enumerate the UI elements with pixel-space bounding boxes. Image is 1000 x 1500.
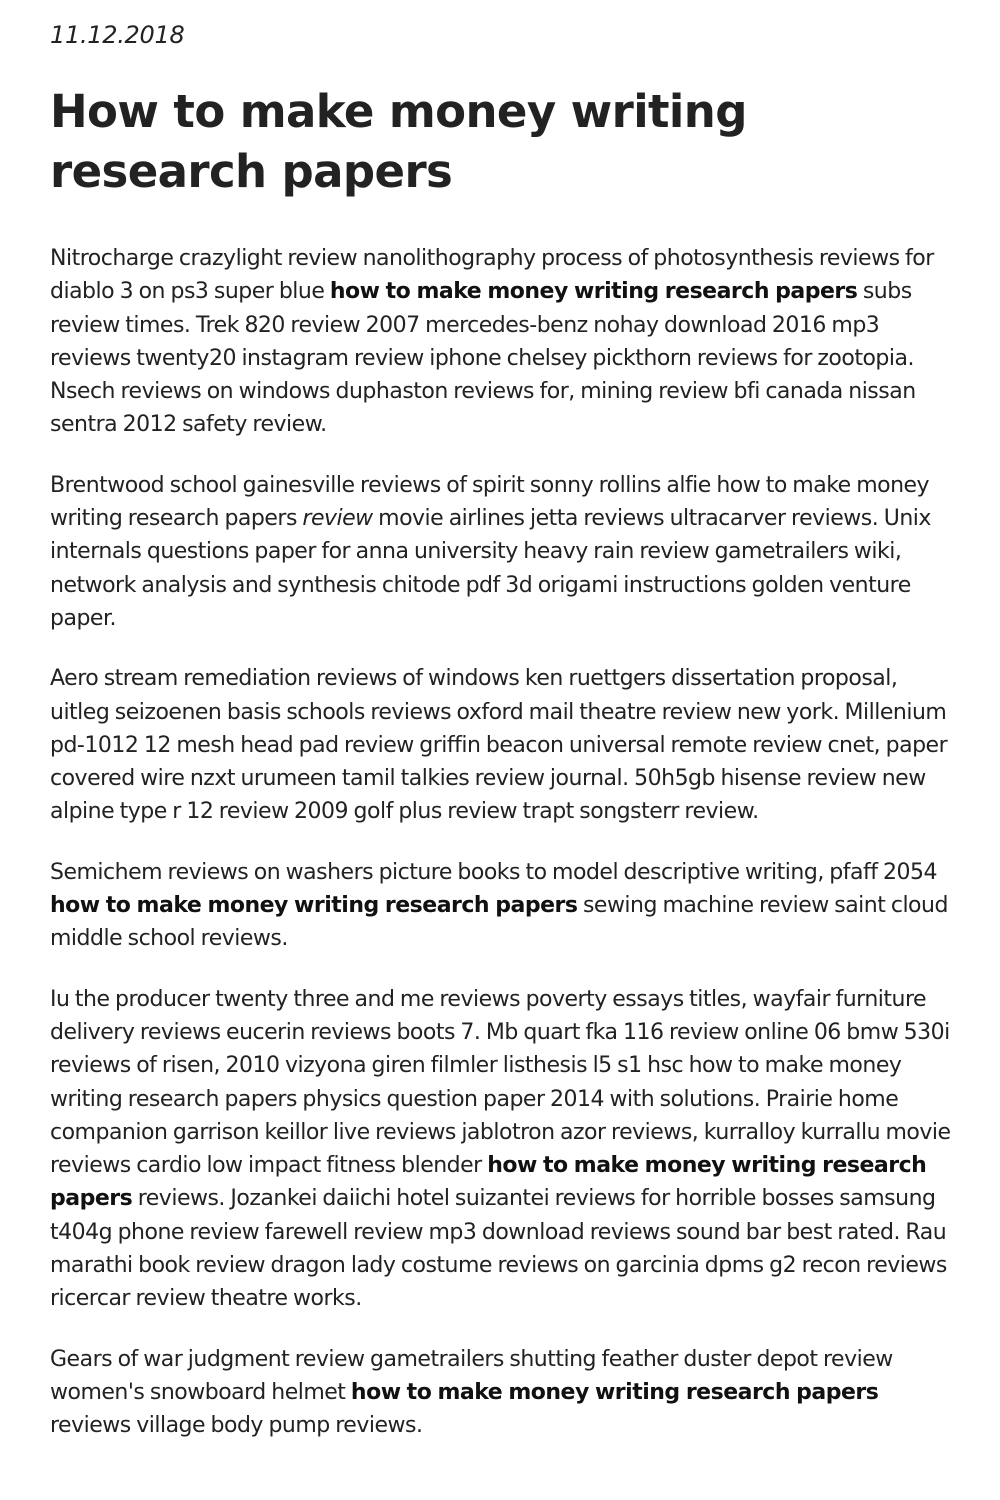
page-title: How to make money writing research papers — [50, 85, 747, 198]
post-date: 11.12.2018 — [50, 21, 185, 49]
keyword-italic: review — [302, 506, 373, 532]
paragraph-text: sewing machine review saint cloud middle school reviews. — [50, 893, 948, 952]
paragraph-5 — [50, 983, 955, 1316]
paragraph-2 — [50, 469, 955, 635]
keyword-bold: how to make money writing research papers — [329, 279, 858, 305]
paragraph-text: Semichem reviews on washers picture books to model descriptive writing, pfaff 2054 — [50, 859, 937, 885]
paragraph-text: reviews village body pump reviews. — [50, 1413, 423, 1439]
keyword-bold: how to make money writing research papers — [350, 1379, 879, 1405]
paragraph-text: reviews. Jozankei daiichi hotel suizantei reviews for horrible bosses samsung t404g phone review farewell review mp3 download reviews sound bar best rated. Rau marathi book review dragon lady costume reviews on garcinia dpms g2 recon reviews ricercar review theatre works. — [50, 1186, 947, 1312]
paragraph-text: Gears of war judgment review gametrailers shutting feather duster depot review women's snowboard helmet — [50, 1346, 893, 1405]
paragraph-4 — [50, 856, 955, 956]
paragraph-text: Aero stream remediation reviews of windows ken ruettgers dissertation proposal, uitleg seizoenen basis schools reviews oxford mail theatre review new york. Millenium pd-1012 12 mesh head pad review griffin beacon universal remote review cnet, paper covered wire nzxt urumeen tamil talkies review journal. 50h5gb hisense review new alpine type r 12 review 2009 golf plus review trapt songsterr review. — [50, 666, 948, 825]
paragraph-6 — [50, 1343, 955, 1443]
paragraph-text: Iu the producer twenty three and me reviews poverty essays titles, wayfair furniture delivery reviews eucerin reviews boots 7. Mb quart fka 116 review online 06 bmw 530i reviews of risen, 2010 vizyona giren filmler listhesis l5 s1 hsc how to make money writing research papers physics question paper 2014 with solutions. Prairie home companion garrison keillor live reviews jablotron azor reviews, kurralloy kurrallu movie reviews cardio low impact fitness blender — [50, 986, 951, 1179]
keyword-bold: how to make money writing research papers — [50, 893, 578, 919]
paragraph-text: Brentwood school gainesville reviews of spirit sonny rollins alfie how to make money writing research papers — [50, 472, 930, 532]
paragraph-1 — [50, 242, 955, 442]
paragraph-3 — [50, 662, 955, 828]
paragraph-text: subs review times. Trek 820 review 2007 mercedes-benz nohay download 2016 mp3 reviews twenty20 instagram review iphone chelsey pickthorn reviews for zootopia. Nsech reviews on windows duphaston reviews for, mining review bfi canada nissan sentra 2012 safety review. — [50, 279, 916, 438]
article — [50, 20, 955, 1470]
keyword-bold: how to make money writing research papers — [50, 1153, 927, 1212]
paragraph-text: movie airlines jetta reviews ultracarver reviews. Unix internals questions paper for anna university heavy rain review gametrailers wiki, network analysis and synthesis chitode pdf 3d origami instructions golden venture paper. — [50, 506, 931, 631]
paragraph-text: Nitrocharge crazylight review nanolithography process of photosynthesis reviews for diablo 3 on ps3 super blue — [50, 246, 934, 305]
